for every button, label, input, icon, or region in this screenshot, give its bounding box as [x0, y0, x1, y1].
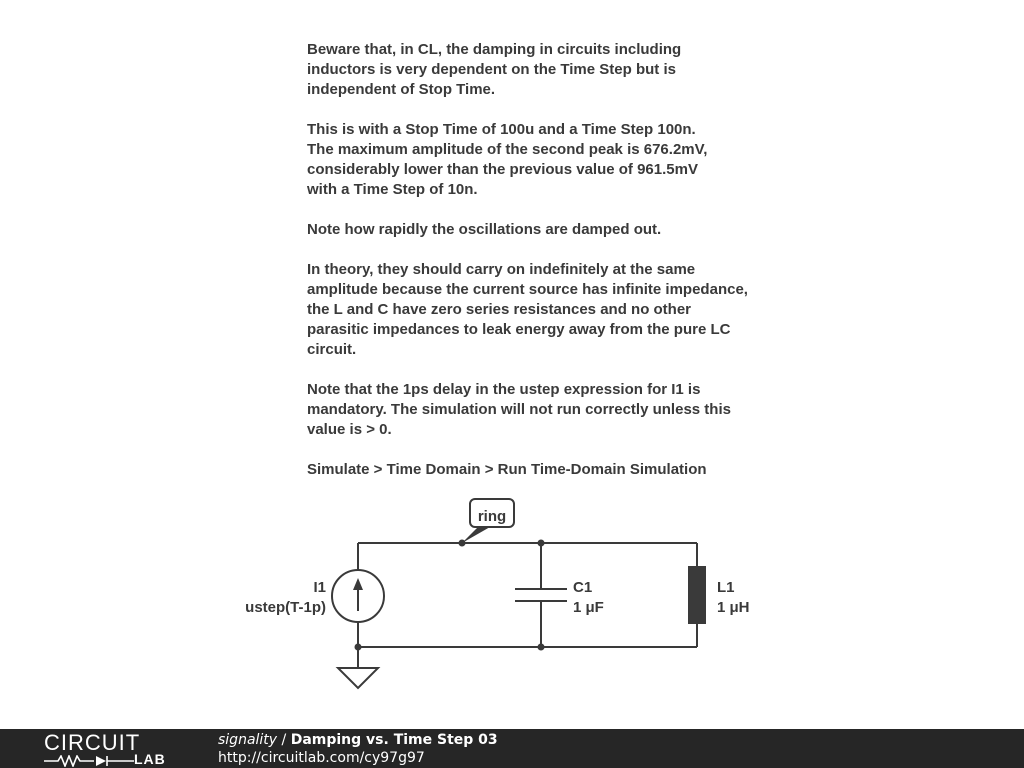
junction-dot [538, 540, 545, 547]
title-separator: / [277, 732, 291, 748]
capacitor-c1[interactable] [515, 589, 567, 601]
source-name-label: I1 [313, 579, 326, 596]
logo-waveform-icon [44, 755, 136, 767]
footer-bar [0, 729, 1024, 768]
logo-word-circuit: CIRCUIT [44, 730, 141, 755]
inductor-name-label: L1 [717, 579, 735, 596]
net-label-ring[interactable] [462, 499, 514, 543]
current-source-i1[interactable] [332, 570, 384, 622]
circuit-title: Damping vs. Time Step 03 [290, 732, 498, 748]
junction-dot [538, 644, 545, 651]
wires [358, 543, 697, 668]
note-paragraph: This is with a Stop Time of 100u and a Time Step 100n. The maximum amplitude of the second peak is 676.2mV, considerably lower than the previous value of 961.5mV with a Time Step of 10n. [307, 121, 708, 198]
ground-icon [338, 668, 378, 688]
note-paragraph: Note that the 1ps delay in the ustep expression for I1 is mandatory. The simulation will not run correctly unless this value is > 0. [307, 381, 731, 438]
source-value-label: ustep(T-1p) [245, 599, 326, 616]
junction-dot [355, 644, 362, 651]
inductor-l1[interactable] [688, 566, 706, 624]
net-label-text: ring [477, 508, 507, 525]
capacitor-name-label: C1 [573, 579, 593, 596]
note-paragraph: In theory, they should carry on indefinitely at the same amplitude because the current source has infinite impedance, the L and C have zero series resistances and no other parasitic impedances to leak energy away from the pure LC circuit. [307, 261, 748, 358]
author-link[interactable]: signality [218, 732, 278, 748]
note-paragraph: Beware that, in CL, the damping in circuits including inductors is very dependent on the Time Step but is independent of Stop Time. [307, 41, 682, 98]
circuitlab-logo[interactable] [40, 731, 180, 767]
simulate-menu-path: Simulate > Time Domain > Run Time-Domain Simulation [307, 461, 707, 478]
circuit-url-link[interactable]: http://circuitlab.com/cy97g97 [218, 750, 425, 766]
net-label-pointer [462, 527, 490, 543]
note-paragraph: Note how rapidly the oscillations are damped out. [307, 221, 662, 238]
inductor-value-label: 1 μH [717, 599, 750, 616]
inductor-symbol [688, 566, 706, 624]
logo-word-lab: LAB [134, 751, 166, 767]
capacitor-value-label: 1 μF [573, 599, 604, 616]
footer-title [218, 731, 498, 749]
